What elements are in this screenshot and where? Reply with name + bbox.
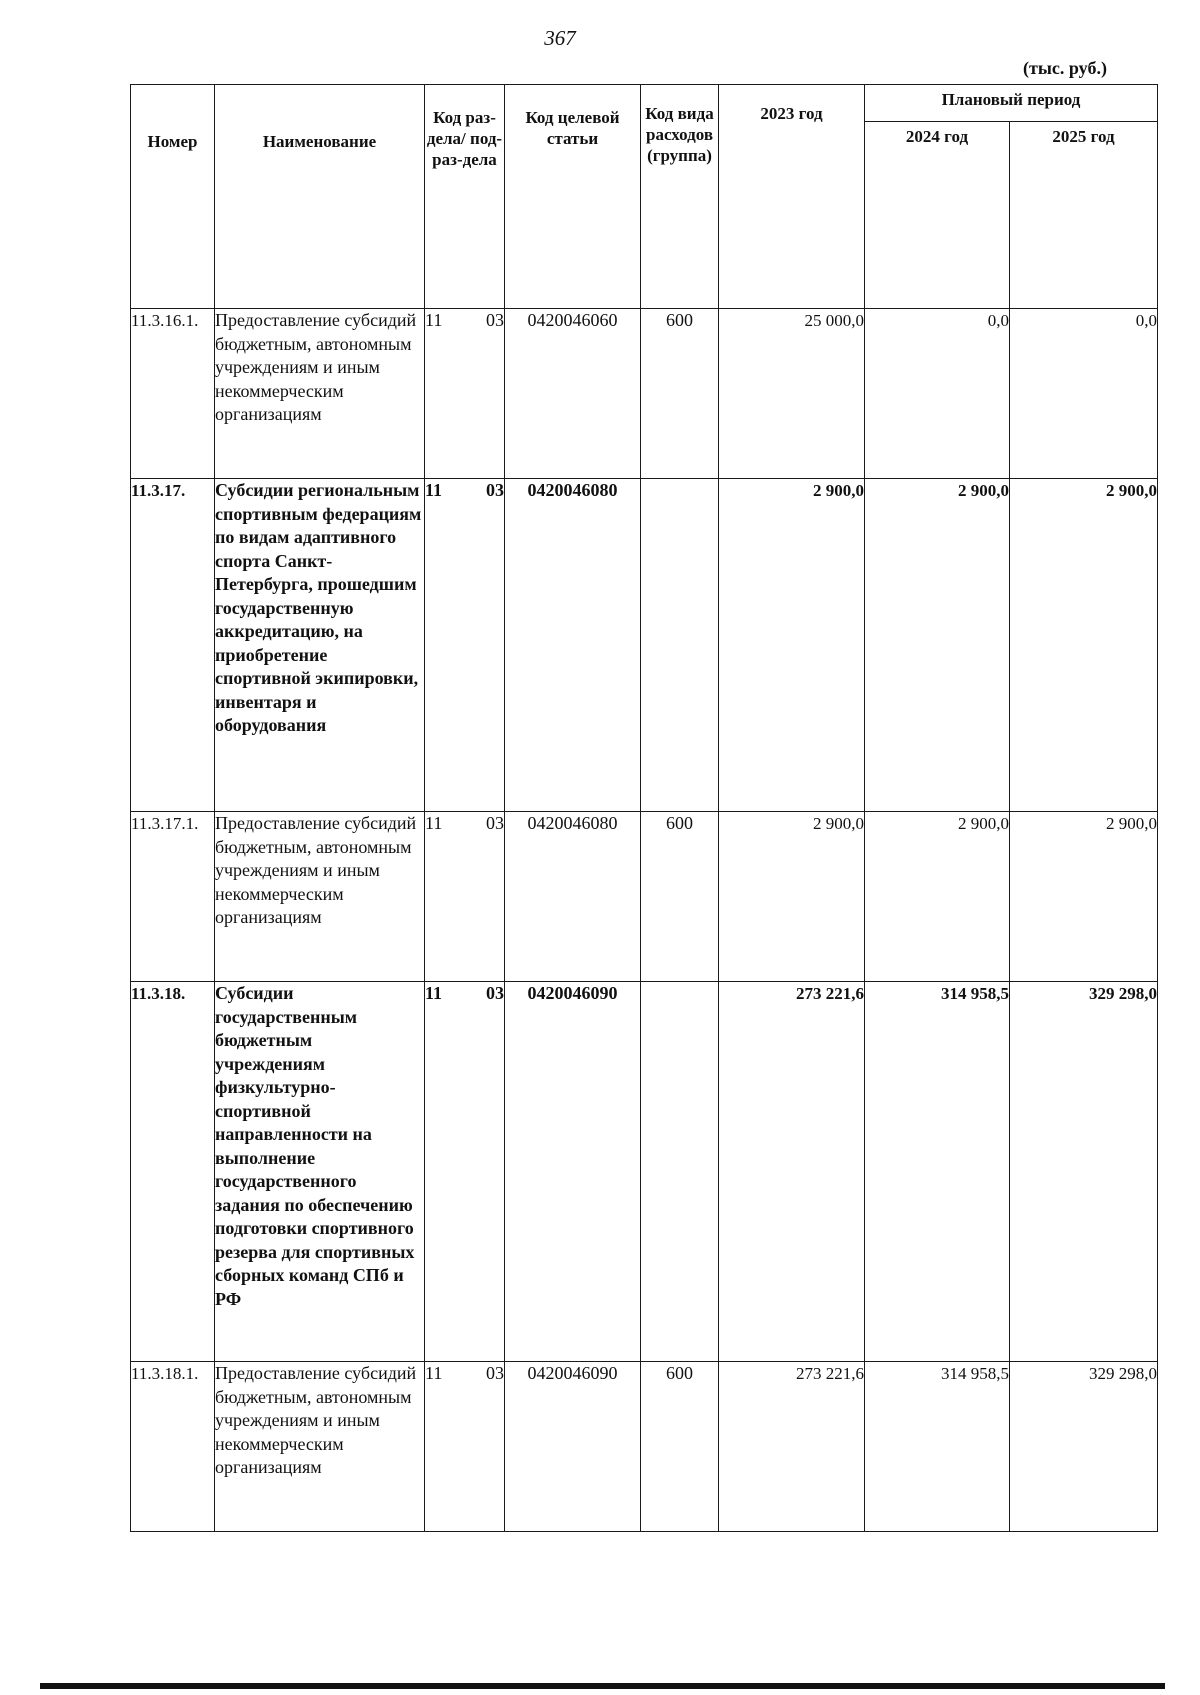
row-2023: 273 221,6 [719, 1362, 865, 1532]
table-header [131, 85, 1158, 309]
header-number: Номер [131, 85, 215, 309]
page-number: 367 [544, 26, 576, 50]
row-2025: 329 298,0 [1010, 1362, 1158, 1532]
subsection: 03 [486, 983, 504, 1003]
row-2023: 273 221,6 [719, 982, 865, 1362]
row-section-code [425, 1362, 505, 1532]
row-number: 11.3.18. [131, 982, 215, 1362]
row-2024: 2 900,0 [865, 812, 1010, 982]
header-expense-type: Код вида расходов (группа) [641, 85, 719, 309]
header-target: Код целевой статьи [505, 85, 641, 309]
table-row [131, 1362, 1158, 1532]
row-2024: 314 958,5 [865, 982, 1010, 1362]
row-target-code: 0420046060 [505, 309, 641, 479]
table-row [131, 982, 1158, 1362]
section: 11 [425, 813, 443, 833]
row-target-code: 0420046080 [505, 812, 641, 982]
header-2023: 2023 год [719, 85, 865, 309]
section: 11 [425, 1363, 443, 1383]
footer-rule [40, 1683, 1165, 1689]
section: 11 [425, 480, 443, 500]
row-target-code: 0420046080 [505, 479, 641, 812]
row-2025: 2 900,0 [1010, 479, 1158, 812]
row-expense-type [641, 479, 719, 812]
header-2025: 2025 год [1010, 122, 1158, 309]
table-row [131, 812, 1158, 982]
row-section-code [425, 309, 505, 479]
header-name: Наименование [215, 85, 425, 309]
row-expense-type: 600 [641, 812, 719, 982]
row-number: 11.3.17.1. [131, 812, 215, 982]
row-2023: 25 000,0 [719, 309, 865, 479]
row-expense-type [641, 982, 719, 1362]
section: 11 [425, 310, 443, 330]
row-name: Предоставление субсидий бюджетным, автономным учреждениям и иным некоммерческим организациям [215, 1362, 425, 1532]
header-section: Код раз-дела/ под-раз-дела [425, 85, 505, 309]
header-2024: 2024 год [865, 122, 1010, 309]
row-name: Субсидии региональным спортивным федерациям по видам адаптивного спорта Санкт-Петербурга, прошедшим государственную аккредитацию, на приобретение спортивной экипировки, инвентаря и оборудования [215, 479, 425, 812]
subsection: 03 [486, 1363, 504, 1383]
row-section-code [425, 982, 505, 1362]
row-2023: 2 900,0 [719, 479, 865, 812]
row-number: 11.3.16.1. [131, 309, 215, 479]
table-row [131, 309, 1158, 479]
row-number: 11.3.17. [131, 479, 215, 812]
units-note: (тыс. руб.) [1023, 58, 1107, 78]
row-2025: 2 900,0 [1010, 812, 1158, 982]
row-2025: 329 298,0 [1010, 982, 1158, 1362]
subsection: 03 [486, 480, 504, 500]
row-target-code: 0420046090 [505, 982, 641, 1362]
row-2025: 0,0 [1010, 309, 1158, 479]
row-2023: 2 900,0 [719, 812, 865, 982]
row-target-code: 0420046090 [505, 1362, 641, 1532]
table-row [131, 479, 1158, 812]
header-planned-period: Плановый период [865, 85, 1158, 122]
row-number: 11.3.18.1. [131, 1362, 215, 1532]
subsection: 03 [486, 310, 504, 330]
budget-table [130, 84, 1158, 1532]
row-section-code [425, 479, 505, 812]
row-expense-type: 600 [641, 1362, 719, 1532]
section: 11 [425, 983, 443, 1003]
row-name: Предоставление субсидий бюджетным, автономным учреждениям и иным некоммерческим организациям [215, 309, 425, 479]
row-name: Предоставление субсидий бюджетным, автономным учреждениям и иным некоммерческим организациям [215, 812, 425, 982]
row-2024: 2 900,0 [865, 479, 1010, 812]
row-section-code [425, 812, 505, 982]
row-2024: 314 958,5 [865, 1362, 1010, 1532]
row-name: Субсидии государственным бюджетным учреждениям физкультурно-спортивной направленности на выполнение государственного задания по обеспечению подготовки спортивного резерва для спортивных сборных команд СПб и РФ [215, 982, 425, 1362]
subsection: 03 [486, 813, 504, 833]
row-expense-type: 600 [641, 309, 719, 479]
row-2024: 0,0 [865, 309, 1010, 479]
